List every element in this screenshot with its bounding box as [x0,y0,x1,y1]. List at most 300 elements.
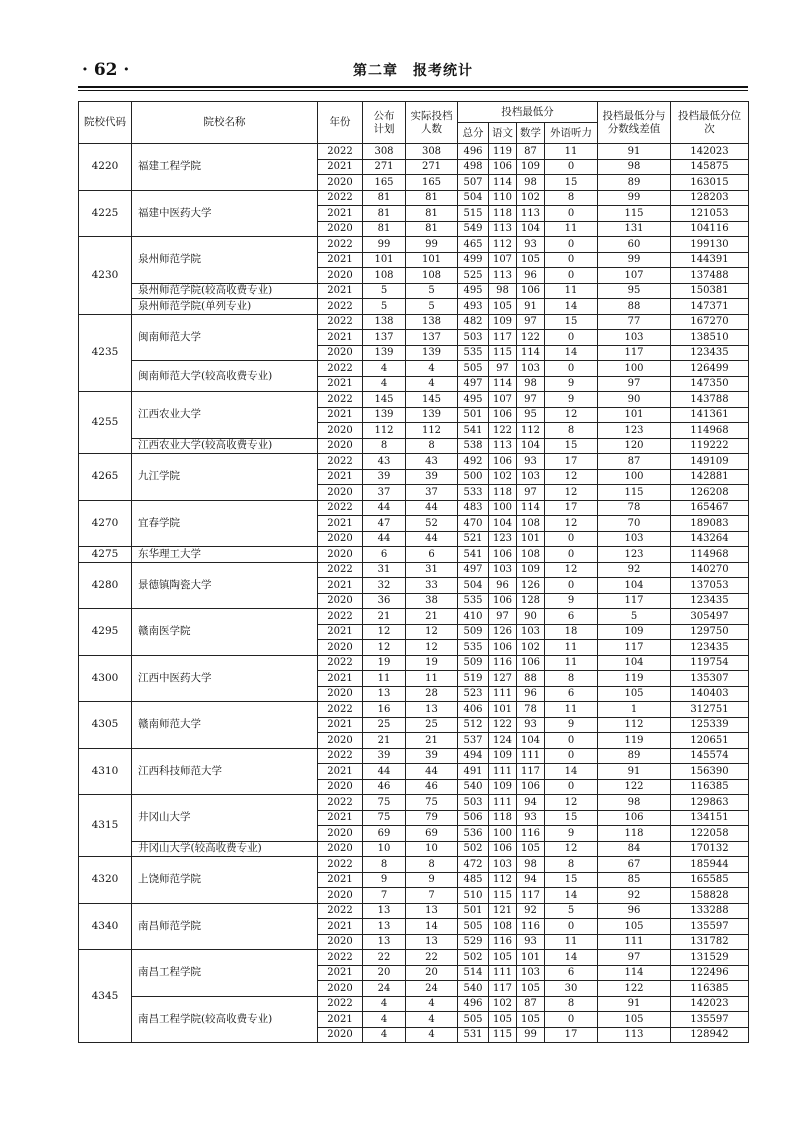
cell-actual: 75 [406,795,458,811]
cell-diff: 131 [598,221,671,237]
cell-diff: 84 [598,841,671,857]
cell-actual: 7 [406,888,458,904]
cell-year: 2021 [318,578,363,594]
cell-chinese: 118 [489,206,517,222]
cell-math: 117 [517,888,545,904]
cell-total: 495 [458,283,489,299]
cell-actual: 39 [406,469,458,485]
cell-plan: 99 [363,237,406,253]
cell-school-name: 南昌师范学院 [132,903,318,950]
cell-rank: 149109 [671,454,749,470]
col-year: 年份 [318,102,363,144]
cell-total: 540 [458,981,489,997]
cell-actual: 4 [406,1027,458,1043]
cell-diff: 118 [598,826,671,842]
cell-actual: 138 [406,314,458,330]
cell-actual: 145 [406,392,458,408]
cell-plan: 25 [363,717,406,733]
cell-total: 470 [458,516,489,532]
cell-total: 505 [458,919,489,935]
cell-chinese: 106 [489,841,517,857]
cell-total: 497 [458,562,489,578]
cell-rank: 145574 [671,748,749,764]
cell-plan: 4 [363,1027,406,1043]
cell-math: 102 [517,190,545,206]
cell-rank: 119754 [671,655,749,671]
cell-chinese: 102 [489,469,517,485]
cell-school-name: 闽南师范大学(较高收费专业) [132,361,318,392]
cell-math: 103 [517,624,545,640]
cell-total: 537 [458,733,489,749]
cell-school-name: 福建中医药大学 [132,190,318,237]
cell-year: 2020 [318,934,363,950]
cell-actual: 137 [406,330,458,346]
cell-plan: 13 [363,686,406,702]
cell-school-code: 4315 [79,795,132,857]
cell-actual: 44 [406,764,458,780]
cell-chinese: 121 [489,903,517,919]
cell-chinese: 96 [489,578,517,594]
cell-listening: 15 [545,810,598,826]
cell-plan: 43 [363,454,406,470]
cell-diff: 119 [598,733,671,749]
cell-plan: 16 [363,702,406,718]
cell-diff: 104 [598,655,671,671]
cell-total: 515 [458,206,489,222]
cell-math: 126 [517,578,545,594]
cell-year: 2022 [318,392,363,408]
cell-diff: 85 [598,872,671,888]
cell-rank: 122058 [671,826,749,842]
cell-diff: 96 [598,903,671,919]
cell-chinese: 114 [489,175,517,191]
cell-year: 2021 [318,671,363,687]
table-row [79,392,749,408]
table-row [79,795,749,811]
cell-math: 97 [517,392,545,408]
cell-math: 97 [517,314,545,330]
cell-plan: 21 [363,609,406,625]
cell-plan: 5 [363,283,406,299]
cell-chinese: 118 [489,810,517,826]
cell-listening: 0 [545,919,598,935]
cell-math: 105 [517,252,545,268]
cell-actual: 5 [406,283,458,299]
cell-chinese: 106 [489,454,517,470]
cell-year: 2020 [318,345,363,361]
cell-diff: 117 [598,640,671,656]
cell-total: 514 [458,965,489,981]
table-row [79,299,749,315]
cell-diff: 97 [598,376,671,392]
cell-total: 509 [458,655,489,671]
cell-plan: 271 [363,159,406,175]
cell-total: 541 [458,547,489,563]
cell-rank: 137488 [671,268,749,284]
cell-year: 2021 [318,919,363,935]
cell-diff: 97 [598,950,671,966]
cell-math: 78 [517,702,545,718]
cell-total: 525 [458,268,489,284]
cell-diff: 100 [598,469,671,485]
cell-listening: 14 [545,950,598,966]
cell-listening: 0 [545,361,598,377]
cell-plan: 19 [363,655,406,671]
cell-actual: 101 [406,252,458,268]
cell-year: 2022 [318,144,363,160]
cell-year: 2022 [318,795,363,811]
cell-math: 93 [517,717,545,733]
table-row [79,903,749,919]
cell-total: 494 [458,748,489,764]
cell-year: 2021 [318,330,363,346]
cell-math: 93 [517,237,545,253]
cell-actual: 28 [406,686,458,702]
cell-school-code: 4275 [79,547,132,563]
cell-actual: 21 [406,609,458,625]
cell-diff: 114 [598,965,671,981]
cell-listening: 6 [545,609,598,625]
col-diff [598,102,671,144]
table-row [79,702,749,718]
cell-chinese: 97 [489,361,517,377]
cell-year: 2020 [318,593,363,609]
cell-plan: 101 [363,252,406,268]
cell-rank: 128203 [671,190,749,206]
cell-plan: 6 [363,547,406,563]
cell-actual: 4 [406,1012,458,1028]
cell-total: 498 [458,159,489,175]
cell-rank: 140403 [671,686,749,702]
cell-total: 540 [458,779,489,795]
cell-rank: 129750 [671,624,749,640]
cell-plan: 39 [363,469,406,485]
cell-year: 2020 [318,1027,363,1043]
cell-diff: 104 [598,578,671,594]
cell-chinese: 106 [489,547,517,563]
col-diff-text: 投档最低分与分数线差值 [602,109,666,135]
cell-chinese: 109 [489,314,517,330]
cell-rank: 114968 [671,423,749,439]
cell-plan: 46 [363,779,406,795]
cell-total: 502 [458,950,489,966]
col-actual-text: 实际投档人数 [410,109,453,135]
cell-actual: 9 [406,872,458,888]
cell-chinese: 113 [489,268,517,284]
cell-chinese: 114 [489,376,517,392]
cell-year: 2021 [318,717,363,733]
cell-rank: 121053 [671,206,749,222]
cell-school-name: 上饶师范学院 [132,857,318,904]
cell-year: 2022 [318,562,363,578]
cell-listening: 11 [545,221,598,237]
cell-math: 104 [517,438,545,454]
cell-year: 2022 [318,950,363,966]
cell-diff: 100 [598,361,671,377]
cell-listening: 6 [545,965,598,981]
cell-chinese: 113 [489,438,517,454]
table-row [79,748,749,764]
cell-math: 105 [517,1012,545,1028]
cell-listening: 0 [545,748,598,764]
table-row [79,361,749,377]
cell-year: 2022 [318,500,363,516]
cell-chinese: 106 [489,407,517,423]
cell-chinese: 117 [489,330,517,346]
cell-year: 2020 [318,888,363,904]
cell-actual: 19 [406,655,458,671]
cell-listening: 0 [545,206,598,222]
cell-diff: 1 [598,702,671,718]
cell-chinese: 100 [489,826,517,842]
cell-listening: 15 [545,314,598,330]
cell-listening: 15 [545,175,598,191]
cell-school-code: 4345 [79,950,132,1043]
cell-plan: 31 [363,562,406,578]
cell-year: 2021 [318,764,363,780]
cell-listening: 0 [545,252,598,268]
header-rule [78,86,748,88]
cell-plan: 4 [363,361,406,377]
cell-listening: 8 [545,857,598,873]
cell-year: 2020 [318,221,363,237]
cell-diff: 105 [598,686,671,702]
cell-math: 96 [517,686,545,702]
cell-total: 531 [458,1027,489,1043]
cell-math: 101 [517,950,545,966]
cell-diff: 60 [598,237,671,253]
cell-listening: 12 [545,469,598,485]
cell-year: 2020 [318,175,363,191]
cell-math: 93 [517,454,545,470]
cell-listening: 12 [545,407,598,423]
cell-school-name: 赣南医学院 [132,609,318,656]
table-row [79,438,749,454]
cell-math: 102 [517,640,545,656]
cell-rank: 156390 [671,764,749,780]
cell-diff: 123 [598,423,671,439]
cell-listening: 12 [545,562,598,578]
cell-listening: 17 [545,454,598,470]
cell-chinese: 119 [489,144,517,160]
cell-rank: 129863 [671,795,749,811]
cell-school-code: 4230 [79,237,132,315]
cell-math: 92 [517,903,545,919]
cell-plan: 44 [363,500,406,516]
cell-math: 87 [517,996,545,1012]
cell-listening: 0 [545,1012,598,1028]
page-number: · 62 · [82,60,130,80]
cell-rank: 126499 [671,361,749,377]
cell-total: 495 [458,392,489,408]
cell-total: 500 [458,469,489,485]
cell-actual: 8 [406,438,458,454]
cell-diff: 5 [598,609,671,625]
cell-plan: 12 [363,640,406,656]
cell-math: 98 [517,376,545,392]
cell-school-name: 江西农业大学 [132,392,318,439]
cell-year: 2022 [318,314,363,330]
cell-chinese: 101 [489,702,517,718]
cell-total: 541 [458,423,489,439]
cell-total: 538 [458,438,489,454]
cell-rank: 167270 [671,314,749,330]
cell-listening: 8 [545,996,598,1012]
table-row [79,190,749,206]
cell-listening: 11 [545,934,598,950]
cell-listening: 0 [545,330,598,346]
cell-rank: 305497 [671,609,749,625]
cell-chinese: 122 [489,717,517,733]
cell-school-code: 4280 [79,562,132,609]
cell-year: 2022 [318,454,363,470]
cell-chinese: 106 [489,159,517,175]
cell-chinese: 117 [489,981,517,997]
cell-rank: 163015 [671,175,749,191]
col-rank-text: 投档最低分位次 [678,109,741,135]
cell-year: 2021 [318,624,363,640]
cell-chinese: 105 [489,299,517,315]
cell-plan: 81 [363,221,406,237]
header-rule-thin [78,90,748,91]
cell-year: 2020 [318,485,363,501]
cell-listening: 8 [545,190,598,206]
cell-math: 103 [517,361,545,377]
cell-total: 472 [458,857,489,873]
cell-year: 2021 [318,1012,363,1028]
cell-rank: 165467 [671,500,749,516]
cell-diff: 111 [598,934,671,950]
cell-actual: 81 [406,221,458,237]
cell-year: 2021 [318,810,363,826]
cell-school-code: 4305 [79,702,132,749]
cell-listening: 14 [545,299,598,315]
cell-listening: 11 [545,655,598,671]
cell-diff: 78 [598,500,671,516]
cell-math: 106 [517,655,545,671]
cell-year: 2020 [318,733,363,749]
cell-rank: 145875 [671,159,749,175]
cell-rank: 131782 [671,934,749,950]
cell-school-code: 4270 [79,500,132,547]
cell-actual: 31 [406,562,458,578]
cell-year: 2022 [318,655,363,671]
cell-plan: 22 [363,950,406,966]
cell-year: 2022 [318,190,363,206]
cell-math: 93 [517,934,545,950]
cell-diff: 98 [598,795,671,811]
col-plan-text: 公布计划 [373,109,395,135]
cell-diff: 88 [598,299,671,315]
cell-diff: 99 [598,190,671,206]
cell-chinese: 111 [489,795,517,811]
cell-school-code: 4265 [79,454,132,501]
cell-school-name: 江西中医药大学 [132,655,318,702]
cell-year: 2021 [318,965,363,981]
cell-year: 2022 [318,857,363,873]
cell-diff: 123 [598,547,671,563]
cell-school-code: 4320 [79,857,132,904]
cell-listening: 0 [545,531,598,547]
cell-actual: 139 [406,345,458,361]
cell-math: 112 [517,423,545,439]
cell-year: 2022 [318,702,363,718]
cell-school-name: 九江学院 [132,454,318,501]
table-row [79,996,749,1012]
cell-year: 2022 [318,903,363,919]
cell-rank: 128942 [671,1027,749,1043]
cell-plan: 75 [363,795,406,811]
cell-plan: 165 [363,175,406,191]
cell-chinese: 98 [489,283,517,299]
cell-rank: 116385 [671,779,749,795]
cell-plan: 24 [363,981,406,997]
cell-diff: 91 [598,996,671,1012]
cell-rank: 312751 [671,702,749,718]
col-total: 总分 [458,123,489,144]
col-plan [363,102,406,144]
cell-listening: 11 [545,640,598,656]
cell-school-name: 南昌工程学院 [132,950,318,997]
cell-chinese: 106 [489,640,517,656]
cell-actual: 37 [406,485,458,501]
cell-actual: 99 [406,237,458,253]
cell-actual: 308 [406,144,458,160]
cell-total: 549 [458,221,489,237]
cell-year: 2020 [318,826,363,842]
cell-listening: 17 [545,1027,598,1043]
cell-total: 533 [458,485,489,501]
cell-listening: 14 [545,888,598,904]
cell-math: 101 [517,531,545,547]
cell-actual: 12 [406,640,458,656]
cell-rank: 142023 [671,144,749,160]
cell-listening: 9 [545,826,598,842]
cell-math: 99 [517,1027,545,1043]
cell-diff: 115 [598,485,671,501]
cell-listening: 15 [545,438,598,454]
cell-rank: 137053 [671,578,749,594]
cell-total: 510 [458,888,489,904]
cell-math: 106 [517,779,545,795]
cell-rank: 147350 [671,376,749,392]
cell-actual: 8 [406,857,458,873]
cell-actual: 165 [406,175,458,191]
cell-math: 94 [517,795,545,811]
cell-chinese: 123 [489,531,517,547]
cell-diff: 91 [598,144,671,160]
cell-listening: 14 [545,345,598,361]
cell-chinese: 103 [489,857,517,873]
cell-math: 87 [517,144,545,160]
cell-plan: 8 [363,857,406,873]
cell-actual: 81 [406,190,458,206]
cell-math: 95 [517,407,545,423]
cell-total: 535 [458,345,489,361]
cell-listening: 0 [545,547,598,563]
cell-listening: 12 [545,516,598,532]
col-min-group: 投档最低分 [458,102,598,123]
col-rank [671,102,749,144]
cell-math: 94 [517,872,545,888]
cell-year: 2020 [318,686,363,702]
cell-listening: 0 [545,733,598,749]
cell-rank: 142023 [671,996,749,1012]
cell-actual: 13 [406,934,458,950]
cell-year: 2020 [318,841,363,857]
cell-rank: 122496 [671,965,749,981]
cell-year: 2021 [318,407,363,423]
